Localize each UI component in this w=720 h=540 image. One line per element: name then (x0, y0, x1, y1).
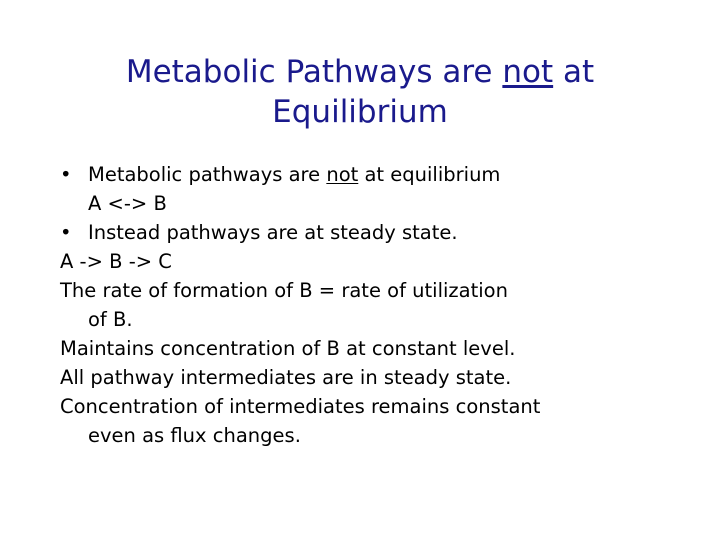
text-line-intermediates: All pathway intermediates are in steady state. (60, 366, 512, 389)
text-line-concentration: Concentration of intermediates remains constant (60, 395, 541, 418)
bullet-icon: • (60, 221, 72, 244)
title-text-end: at (553, 54, 595, 90)
text-line-concentration-cont: even as flux changes. (88, 424, 301, 447)
bullet-icon: • (60, 163, 72, 186)
title-line-1 (60, 52, 660, 92)
bullet-text: Metabolic pathways are (88, 163, 327, 186)
reaction-pathway: A -> B -> C (60, 250, 172, 273)
slide-title (60, 52, 660, 132)
text-line-rate: The rate of formation of B = rate of utilization (60, 279, 508, 302)
text-line-rate-cont: of B. (88, 308, 133, 331)
bullet-item-1 (60, 160, 700, 189)
bullet-text: Instead pathways are at steady state. (88, 221, 458, 244)
bullet-item-2 (60, 218, 700, 247)
bullet-emphasis: not (326, 163, 359, 186)
text-line-maintains: Maintains concentration of B at constant level. (60, 337, 516, 360)
title-text: Metabolic Pathways are (125, 54, 503, 90)
bullet-text-end: at equilibrium (358, 163, 501, 186)
title-emphasis: not (502, 54, 554, 90)
reaction-equilibrium: A <-> B (88, 192, 167, 215)
title-line-2: Equilibrium (272, 94, 448, 130)
slide-body (60, 160, 700, 450)
